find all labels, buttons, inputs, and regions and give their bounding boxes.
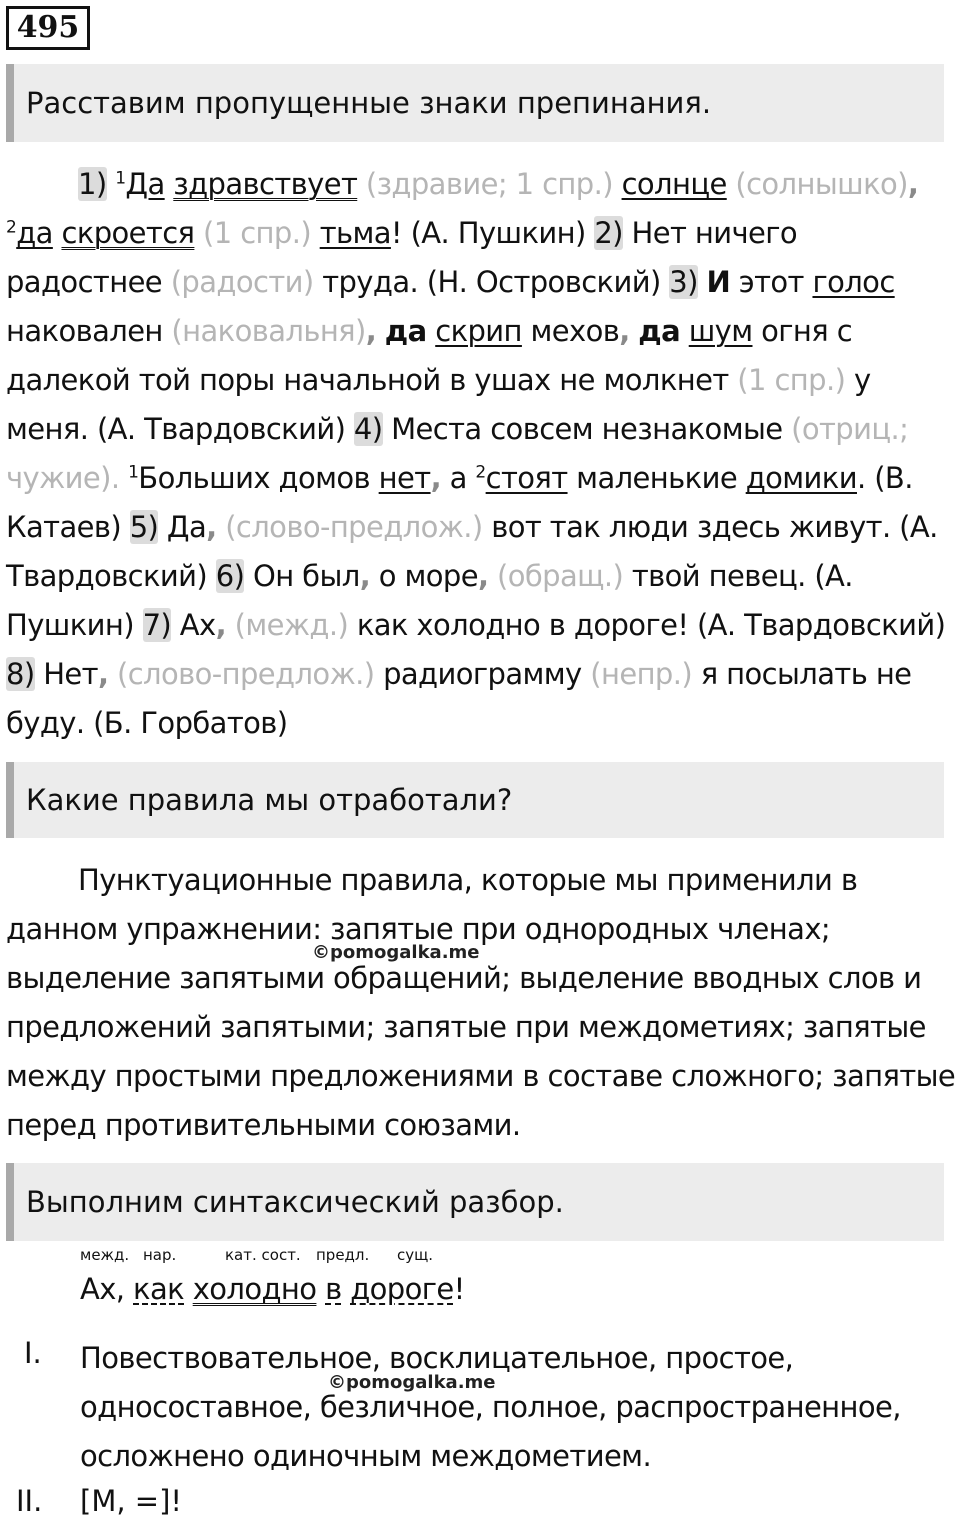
section-header-punctuation — [6, 64, 944, 142]
citation: ! (А. Пушкин) — [390, 216, 586, 250]
adverbial-noun: дороге — [350, 1272, 454, 1306]
section-header-rules — [6, 762, 944, 838]
pos-label-preposition: предл. — [316, 1246, 370, 1264]
sentence-number: 1) — [78, 167, 107, 201]
pos-label-noun: сущ. — [397, 1246, 434, 1264]
comma: , — [206, 510, 217, 544]
comma: , — [359, 559, 371, 593]
pos-label-state: кат. сост. — [225, 1246, 301, 1264]
text: твой певец. (А. Пушкин) — [6, 559, 853, 642]
text: мехов — [530, 314, 620, 348]
note: (наковальня) — [171, 314, 366, 348]
pos-label-adverb: нар. — [143, 1246, 177, 1264]
predicate: нет — [378, 461, 431, 495]
watermark: ©pomogalka.me — [328, 1372, 496, 1393]
subject: голос — [812, 265, 895, 299]
predicate: стоят — [485, 461, 568, 495]
note: (непр.) — [590, 657, 693, 691]
note: (слово-предлож.) — [117, 657, 375, 691]
note: (отриц.; чужие) — [6, 412, 909, 495]
note: (1 спр.) — [737, 363, 846, 397]
address: о море — [378, 559, 478, 593]
subject: шум — [688, 314, 753, 348]
comma: , — [97, 657, 109, 691]
comma: , — [477, 559, 489, 593]
text: Места совсем незнакомые — [391, 412, 783, 446]
word: Нет — [43, 657, 98, 691]
comma: , — [365, 314, 377, 348]
sentence-number: 3) — [669, 265, 698, 299]
text: огня с далекой той поры начальной в ушах не — [6, 314, 853, 397]
citation: у меня. (А. Твардовский) — [6, 363, 871, 446]
conjunction: а — [449, 461, 467, 495]
parsed-sentence — [80, 1272, 465, 1306]
attribute: наковален — [6, 314, 163, 348]
list-marker: II. — [16, 1484, 43, 1518]
adverbial: как — [133, 1272, 185, 1306]
subject: солнце — [621, 167, 727, 201]
section-header-parse — [6, 1163, 944, 1241]
text: Он был — [252, 559, 360, 593]
conjunction: И — [706, 265, 731, 299]
clause-index: 1 — [128, 462, 139, 483]
conjunction: Да — [125, 167, 165, 201]
note: (здравие; 1 спр.) — [365, 167, 613, 201]
section-title: Расставим пропущенные знаки препинания. — [26, 86, 712, 120]
adverbial-preposition: в — [325, 1272, 342, 1306]
note: (солнышко) — [735, 167, 908, 201]
sentence-number: 5) — [129, 510, 159, 544]
sentence-number: 8) — [6, 657, 35, 691]
interjection: Ах, — [80, 1272, 125, 1306]
text: этот — [738, 265, 804, 299]
sentence-scheme: [М, =]! — [80, 1484, 183, 1518]
comma: , — [215, 608, 227, 642]
subject: скрип — [435, 314, 522, 348]
predicate: молкнет — [603, 363, 729, 397]
predicate: здравствует — [173, 167, 358, 201]
sentence-end: ! — [453, 1272, 465, 1306]
conjunction: да — [638, 314, 681, 348]
subject: домики — [745, 461, 857, 495]
note: (межд.) — [234, 608, 349, 642]
section-title: Какие правила мы отработали? — [26, 783, 513, 817]
clause-index: 2 — [475, 462, 486, 483]
comma: , — [907, 167, 919, 201]
sentence-characteristics: Повествовательное, восклицательное, простое, односоставное, безличное, полное, распространенное, осложнено одиночным междометием. — [80, 1341, 901, 1473]
note: (радости) — [170, 265, 314, 299]
note: (1 спр.) — [203, 216, 312, 250]
text: Нет ничего радостнее — [6, 216, 798, 299]
text: как холодно в дороге! (А. Твардовский) — [356, 608, 946, 642]
word: Да — [166, 510, 207, 544]
text: маленькие — [576, 461, 738, 495]
note: (слово-предлож.) — [225, 510, 483, 544]
word: радиограмму — [383, 657, 582, 691]
text: я посылать не буду. (Б. Горбатов) — [6, 657, 912, 740]
predicate: скроется — [61, 216, 195, 250]
citation: . (В. Катаев) — [6, 461, 913, 544]
subject: тьма — [319, 216, 391, 250]
rules-paragraph — [6, 856, 956, 1150]
pos-label-interjection: межд. — [80, 1246, 130, 1264]
note: (обращ.) — [497, 559, 624, 593]
comma: , — [619, 314, 630, 348]
clause-index: 2 — [6, 217, 17, 238]
section-title: Выполним синтаксический разбор. — [26, 1185, 564, 1219]
exercise-paragraph — [6, 160, 956, 748]
sentence-number: 4) — [353, 412, 383, 446]
predicate: холодно — [192, 1272, 317, 1306]
list-marker: I. — [24, 1336, 42, 1370]
comma: , — [430, 461, 441, 495]
period: . — [110, 461, 120, 495]
conjunction: да — [384, 314, 427, 348]
exercise-number: 495 — [6, 6, 90, 50]
text: Больших домов — [138, 461, 371, 495]
watermark: ©pomogalka.me — [312, 942, 480, 963]
sentence-number: 2) — [594, 216, 623, 250]
sentence-number: 7) — [142, 608, 172, 642]
text: вот так люди здесь живут. (А. Твардовский) — [6, 510, 938, 593]
interjection: Ах — [179, 608, 216, 642]
citation: труда. (Н. Островский) — [322, 265, 661, 299]
clause-index: 1 — [115, 168, 126, 189]
conjunction: да — [16, 216, 53, 250]
rules-text: Пунктуационные правила, которые мы применили в данном упражнении: запятые при однородных членах; выделение запятыми обращений; выделение вводных слов и предложений запятыми; запятые при междометиях; запятые между простыми предложениями в составе сложного; запятые перед противительными союзами. — [6, 863, 956, 1142]
sentence-number: 6) — [215, 559, 245, 593]
